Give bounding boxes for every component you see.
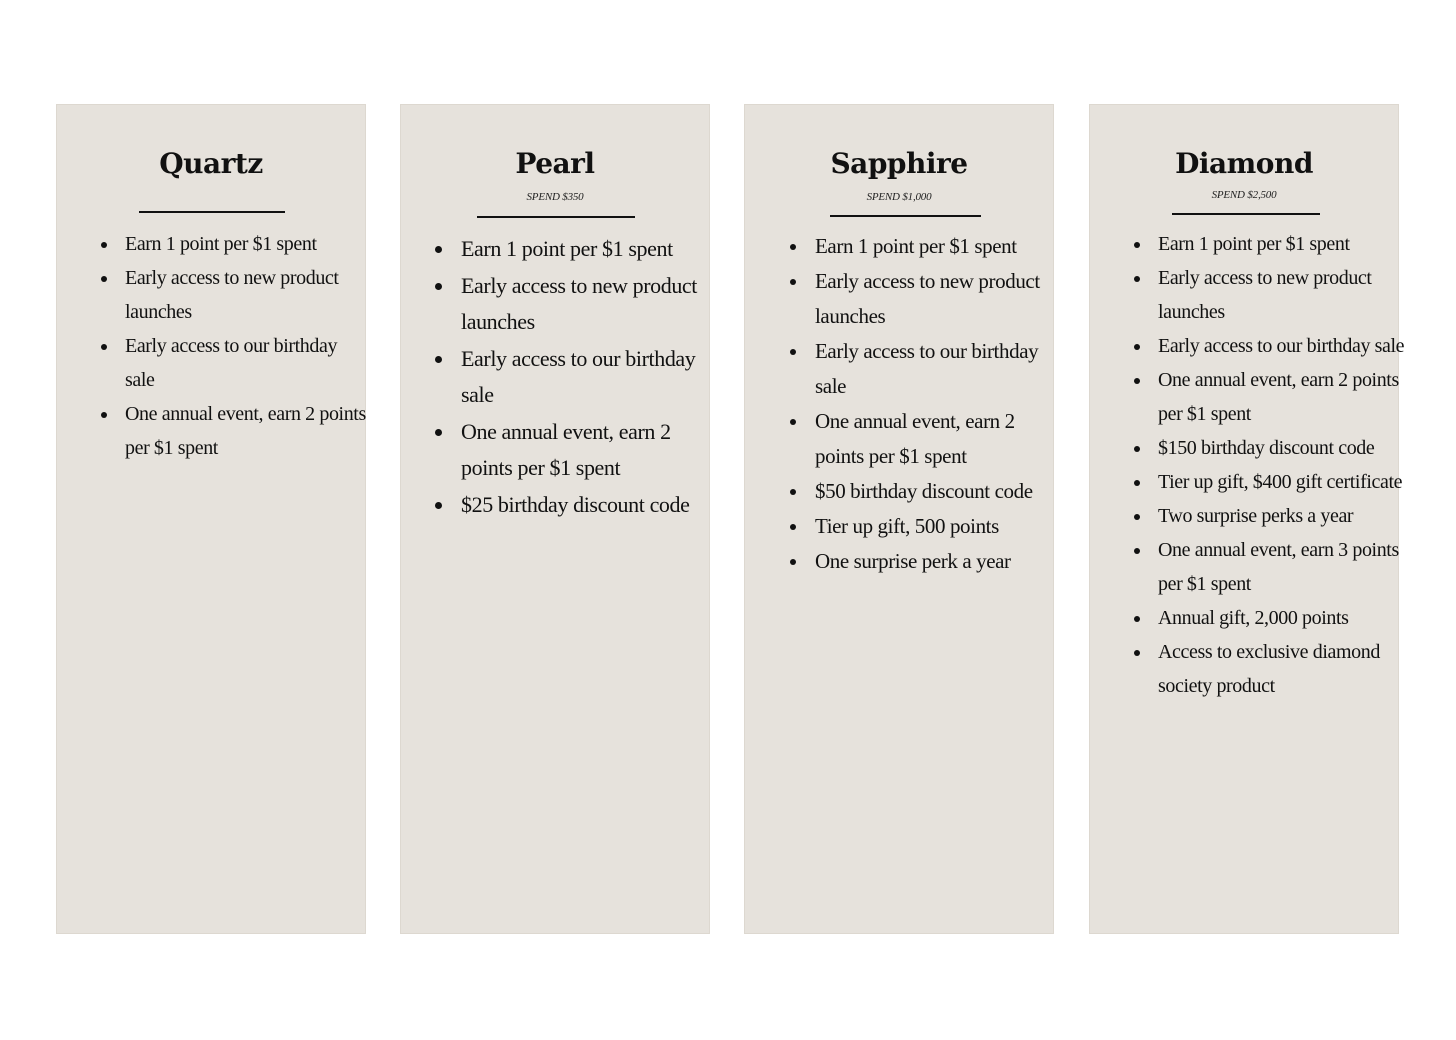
perk-item: • One annual event, earn 2 points per $1 spent <box>1152 363 1407 431</box>
tier-spend-threshold: SPEND $2,500 <box>1211 189 1277 201</box>
tier-title: Pearl <box>515 147 595 180</box>
perk-item: • One annual event, earn 2 points per $1 spent <box>455 414 720 487</box>
perk-item: • Tier up gift, $400 gift certificate <box>1152 465 1407 499</box>
tier-card-diamond <box>1089 104 1405 934</box>
perk-item: • Early access to our birthday sale <box>119 329 369 397</box>
perk-list <box>785 229 1064 579</box>
perk-item: • Early access to new product launches <box>809 264 1064 334</box>
perk-item: • Access to exclusive diamond society product <box>1152 635 1407 703</box>
perk-item: • Early access to our birthday sale <box>1152 329 1407 363</box>
perk-item: • Tier up gift, 500 points <box>809 509 1064 544</box>
title-divider <box>139 211 285 213</box>
perk-item: • Early access to new product launches <box>119 261 369 329</box>
tier-title: Quartz <box>159 147 263 180</box>
perk-list <box>431 231 720 523</box>
perk-item: • Earn 1 point per $1 spent <box>119 227 369 261</box>
title-divider <box>1172 213 1320 215</box>
tier-card-sapphire <box>744 104 1054 934</box>
tier-card-quartz <box>56 104 366 934</box>
perk-item: • Early access to new product launches <box>455 268 720 341</box>
perk-item: • Early access to our birthday sale <box>809 334 1064 404</box>
perk-item: • $150 birthday discount code <box>1152 431 1407 465</box>
perk-item: • One surprise perk a year <box>809 544 1064 579</box>
perk-item: • Early access to new product launches <box>1152 261 1407 329</box>
perk-list <box>95 227 369 465</box>
perk-item: • One annual event, earn 3 points per $1 spent <box>1152 533 1407 601</box>
tier-spend-threshold: SPEND $350 <box>526 191 584 203</box>
perk-item: • One annual event, earn 2 points per $1 spent <box>119 397 369 465</box>
perk-item: • Earn 1 point per $1 spent <box>455 231 720 268</box>
perk-item: • Earn 1 point per $1 spent <box>1152 227 1407 261</box>
perk-item: • Early access to our birthday sale <box>455 341 720 414</box>
tier-title: Diamond <box>1175 147 1313 180</box>
tier-card-pearl <box>400 104 710 934</box>
perk-item: • $25 birthday discount code <box>455 487 720 524</box>
title-divider <box>830 215 981 217</box>
perk-item: • One annual event, earn 2 points per $1 spent <box>809 404 1064 474</box>
perk-item: • Earn 1 point per $1 spent <box>809 229 1064 264</box>
title-divider <box>477 216 635 218</box>
tier-spend-threshold: SPEND $1,000 <box>866 191 932 203</box>
perk-item: • $50 birthday discount code <box>809 474 1064 509</box>
perk-item: • Two surprise perks a year <box>1152 499 1407 533</box>
perk-item: • Annual gift, 2,000 points <box>1152 601 1407 635</box>
perk-list <box>1128 227 1407 703</box>
tier-title: Sapphire <box>830 147 968 180</box>
